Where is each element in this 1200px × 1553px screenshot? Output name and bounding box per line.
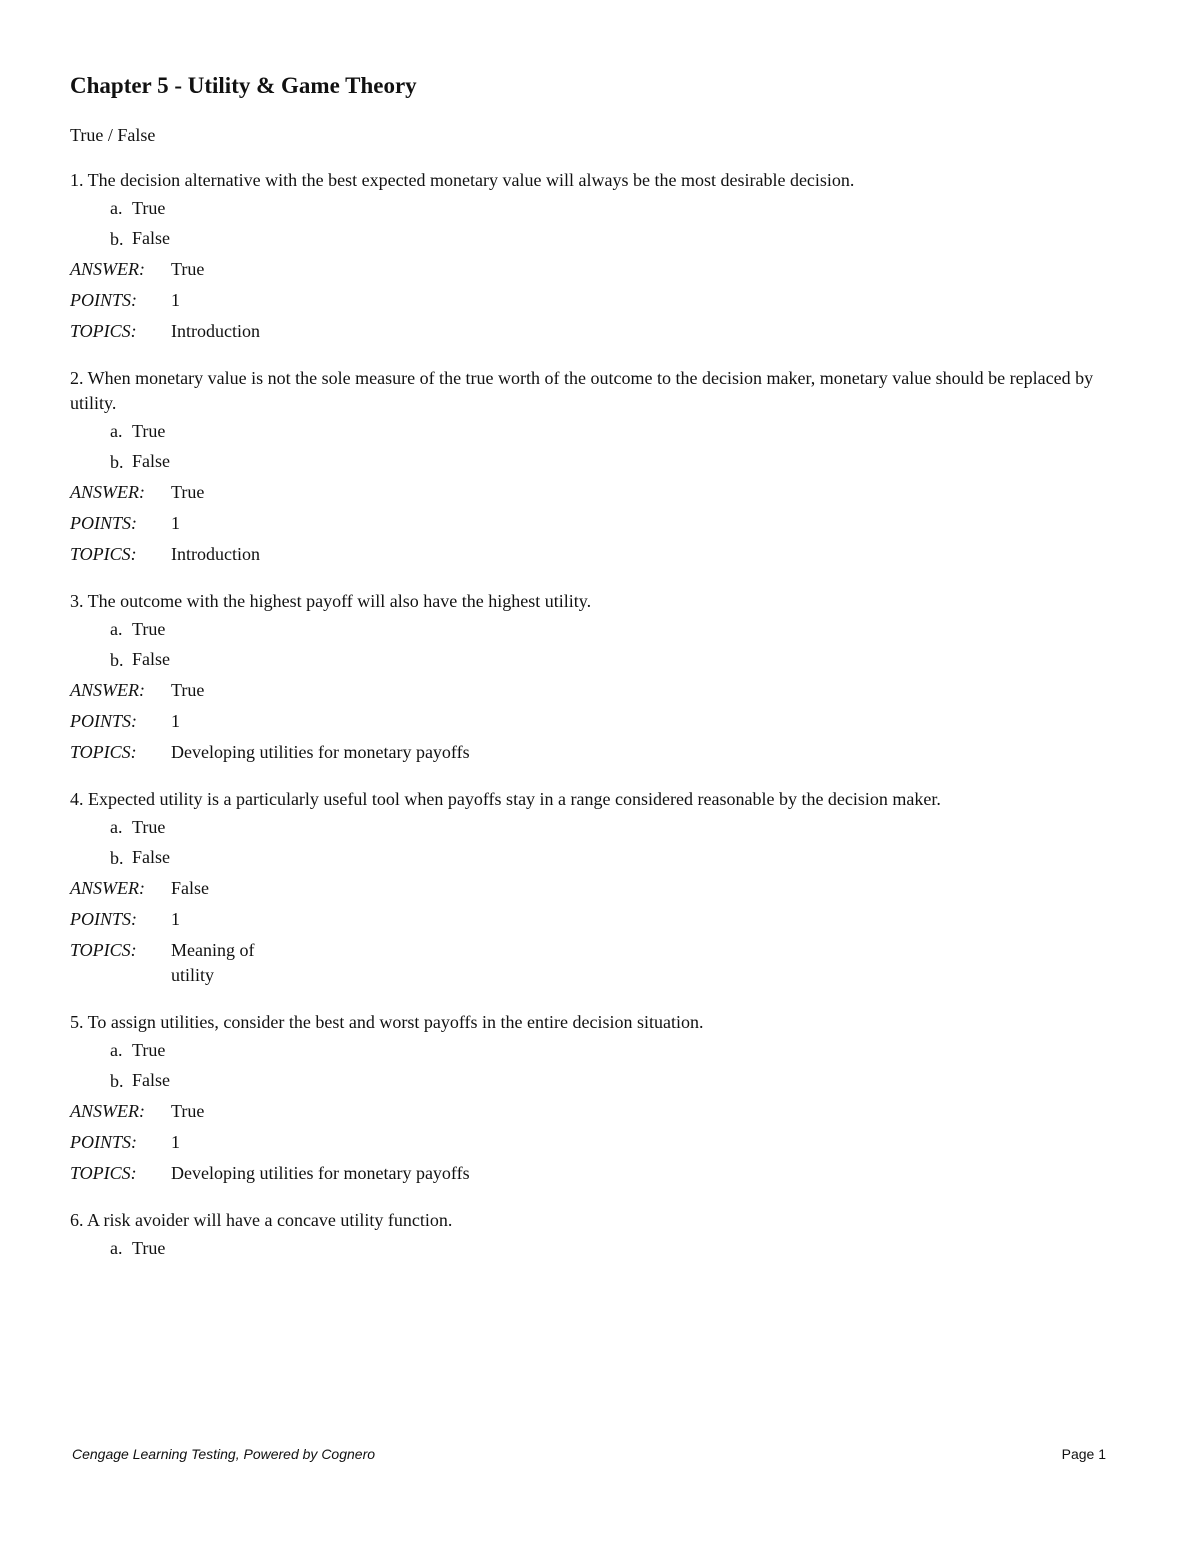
choice-list — [110, 195, 1130, 252]
section-label: True / False — [70, 125, 156, 145]
choice-list — [110, 1037, 1130, 1094]
choice-letter: b. — [110, 452, 124, 472]
points-row — [70, 511, 1130, 536]
choice-text: False — [132, 847, 170, 867]
topics-label: TOPICS: — [70, 1163, 137, 1183]
question-stem: 2. When monetary value is not the sole measure of the true worth of the outcome to the decision maker, monetary value should be replaced by utility. — [70, 368, 1094, 413]
choice-b — [110, 1068, 1130, 1094]
choice-list — [110, 616, 1130, 673]
answer-row — [70, 876, 1130, 901]
choice-text: True — [132, 619, 166, 639]
choice-b — [110, 845, 1130, 871]
points-value: 1 — [171, 711, 180, 731]
points-row — [70, 709, 1130, 734]
choice-text: True — [132, 421, 166, 441]
choice-letter: a. — [110, 817, 123, 837]
page-number: Page 1 — [1061, 1446, 1106, 1462]
points-row — [70, 288, 1130, 313]
points-value: 1 — [171, 1132, 180, 1152]
question-stem: 4. Expected utility is a particularly useful tool when payoffs stay in a range considered reasonable by the decision maker. — [70, 789, 941, 809]
points-value: 1 — [171, 513, 180, 533]
answer-row — [70, 480, 1130, 505]
points-label: POINTS: — [70, 1132, 137, 1152]
answer-value: True — [171, 1101, 205, 1121]
question-3 — [70, 589, 1130, 765]
choice-a — [110, 814, 1130, 840]
question-stem: 5. To assign utilities, consider the best and worst payoffs in the entire decision situation. — [70, 1012, 704, 1032]
choice-list — [110, 814, 1130, 871]
choice-letter: a. — [110, 421, 123, 441]
answer-label: ANSWER: — [70, 878, 145, 898]
topics-row — [70, 740, 1130, 765]
choice-letter: b. — [110, 229, 124, 249]
choice-text: True — [132, 817, 166, 837]
choice-list — [110, 418, 1130, 475]
question-5 — [70, 1010, 1130, 1186]
choice-letter: b. — [110, 650, 124, 670]
answer-row — [70, 678, 1130, 703]
answer-value: True — [171, 680, 205, 700]
topics-label: TOPICS: — [70, 544, 137, 564]
topics-value: Meaning of utility — [171, 940, 255, 985]
choice-b — [110, 647, 1130, 673]
choice-text: False — [132, 228, 170, 248]
answer-row — [70, 1099, 1130, 1124]
choice-b — [110, 226, 1130, 252]
topics-value: Introduction — [171, 544, 260, 564]
answer-label: ANSWER: — [70, 259, 145, 279]
choice-letter: a. — [110, 1238, 123, 1258]
page-content — [70, 68, 1130, 1283]
points-value: 1 — [171, 290, 180, 310]
question-stem: 6. A risk avoider will have a concave utility function. — [70, 1210, 453, 1230]
choice-a — [110, 195, 1130, 221]
topics-value: Developing utilities for monetary payoffs — [171, 1163, 470, 1183]
topics-row — [70, 938, 1130, 988]
choice-letter: a. — [110, 198, 123, 218]
choice-list — [110, 1235, 1130, 1261]
choice-text: True — [132, 198, 166, 218]
topics-row — [70, 319, 1130, 344]
answer-value: True — [171, 259, 205, 279]
points-row — [70, 1130, 1130, 1155]
choice-text: True — [132, 1238, 166, 1258]
points-value: 1 — [171, 909, 180, 929]
choice-a — [110, 1235, 1130, 1261]
choice-text: False — [132, 1070, 170, 1090]
choice-a — [110, 418, 1130, 444]
points-row — [70, 907, 1130, 932]
topics-row — [70, 1161, 1130, 1186]
points-label: POINTS: — [70, 711, 137, 731]
question-6 — [70, 1208, 1130, 1261]
choice-letter: b. — [110, 848, 124, 868]
page-footer — [72, 1446, 1106, 1462]
topics-value: Developing utilities for monetary payoffs — [171, 742, 470, 762]
choice-letter: b. — [110, 1071, 124, 1091]
points-label: POINTS: — [70, 909, 137, 929]
choice-text: True — [132, 1040, 166, 1060]
choice-letter: a. — [110, 619, 123, 639]
choice-b — [110, 449, 1130, 475]
choice-text: False — [132, 649, 170, 669]
choice-a — [110, 1037, 1130, 1063]
choice-text: False — [132, 451, 170, 471]
choice-a — [110, 616, 1130, 642]
footer-publisher: Cengage Learning Testing, Powered by Cognero — [72, 1446, 376, 1462]
answer-label: ANSWER: — [70, 1101, 145, 1121]
topics-label: TOPICS: — [70, 742, 137, 762]
topics-value: Introduction — [171, 321, 260, 341]
question-4 — [70, 787, 1130, 988]
topics-label: TOPICS: — [70, 321, 137, 341]
question-2 — [70, 366, 1130, 567]
answer-label: ANSWER: — [70, 680, 145, 700]
answer-row — [70, 257, 1130, 282]
answer-value: True — [171, 482, 205, 502]
answer-label: ANSWER: — [70, 482, 145, 502]
topics-row — [70, 542, 1130, 567]
topics-label: TOPICS: — [70, 940, 137, 960]
page-title: Chapter 5 - Utility & Game Theory — [70, 73, 417, 98]
points-label: POINTS: — [70, 513, 137, 533]
question-1 — [70, 168, 1130, 344]
question-stem: 1. The decision alternative with the best expected monetary value will always be the most desirable decision. — [70, 170, 855, 190]
points-label: POINTS: — [70, 290, 137, 310]
question-stem: 3. The outcome with the highest payoff will also have the highest utility. — [70, 591, 592, 611]
choice-letter: a. — [110, 1040, 123, 1060]
answer-value: False — [171, 878, 209, 898]
